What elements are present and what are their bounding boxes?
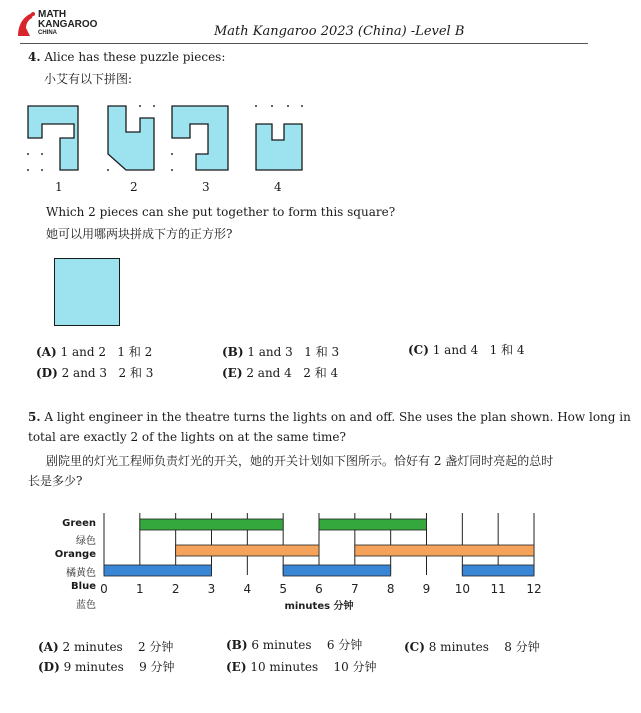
header-divider <box>20 43 588 44</box>
x-tick-label-6: 6 <box>315 582 323 596</box>
piece-4 <box>256 124 302 170</box>
q5-number: 5. <box>28 410 41 424</box>
x-tick-label-8: 8 <box>386 582 395 596</box>
q4-question-zh: 她可以用哪两块拼成下方的正方形? <box>46 227 233 241</box>
q5-option-d[interactable]: (D) 9 minutes 9 分钟 <box>38 660 175 674</box>
q5-option-c[interactable]: (C) 8 minutes 8 分钟 <box>404 640 540 654</box>
q4-stem <box>28 50 225 64</box>
x-tick-label-0: 0 <box>100 582 108 596</box>
kangaroo-icon <box>14 10 38 40</box>
blue-label-zh: 蓝色 <box>76 600 96 611</box>
piece-label-1: 1 <box>55 180 63 194</box>
page-title: Math Kangaroo 2023 (China) -Level B <box>214 24 465 39</box>
q5-option-e[interactable]: (E) 10 minutes 10 分钟 <box>226 660 377 674</box>
q4-option-d[interactable]: (D) 2 and 3 2 和 3 <box>36 366 154 380</box>
blue-bar-1 <box>104 565 212 576</box>
piece-label-3: 3 <box>202 180 210 194</box>
logo-line-1: MATH <box>38 9 67 20</box>
green-bar-1 <box>140 519 283 530</box>
q5-option-b[interactable]: (B) 6 minutes 6 分钟 <box>226 638 363 652</box>
puzzle-pieces-figure <box>22 98 322 176</box>
x-tick-label-5: 5 <box>279 582 287 596</box>
q5-text-zh-2: 长是多少? <box>28 474 83 488</box>
piece-2 <box>108 106 154 170</box>
x-tick-label-2: 2 <box>171 582 180 596</box>
q5-text-en-1: A light engineer in the theatre turns the lights on and off. She uses the plan shown. How long in <box>44 410 631 424</box>
x-tick-label-12: 12 <box>526 582 542 596</box>
orange-bar-2 <box>355 545 534 556</box>
piece-label-2: 2 <box>130 180 138 194</box>
q5-text-zh-1: 剧院里的灯光工程师负责灯光的开关，她的开关计划如下图所示。恰好有 2 盏灯同时亮起的总时 <box>46 454 554 468</box>
blue-bar-3 <box>462 565 534 576</box>
x-tick-label-3: 3 <box>207 582 216 596</box>
green-label: Green <box>62 518 96 529</box>
green-bar-2 <box>319 519 427 530</box>
green-label-zh: 绿色 <box>76 536 96 547</box>
q4-option-e[interactable]: (E) 2 and 4 2 和 4 <box>222 366 339 380</box>
piece-label-4: 4 <box>274 180 282 194</box>
logo-line-2: KANGAROO <box>38 19 98 30</box>
x-tick-label-4: 4 <box>243 582 252 596</box>
q5-stem-line-2: total are exactly 2 of the lights on at the same time? <box>28 430 346 444</box>
orange-label: Orange <box>54 549 96 560</box>
x-tick-label-11: 11 <box>490 582 506 596</box>
logo-text <box>38 10 97 37</box>
q5-stem-line-1 <box>28 410 631 424</box>
target-square <box>54 258 120 326</box>
piece-3 <box>172 106 228 170</box>
q4-question-en: Which 2 pieces can she put together to form this square? <box>46 205 396 219</box>
light-plan-chart <box>0 505 641 625</box>
q4-option-b[interactable]: (B) 1 and 3 1 和 3 <box>222 345 340 359</box>
logo-line-3: CHINA <box>38 30 57 36</box>
q4-option-a[interactable]: (A) 1 and 2 1 和 2 <box>36 345 153 359</box>
orange-bar-1 <box>176 545 319 556</box>
q4-text-zh: 小艾有以下拼图: <box>44 72 133 86</box>
orange-label-zh: 橘黄色 <box>66 568 96 579</box>
q5-option-a[interactable]: (A) 2 minutes 2 分钟 <box>38 640 174 654</box>
q4-text-en: Alice has these puzzle pieces: <box>44 50 226 64</box>
x-tick-label-10: 10 <box>454 582 470 596</box>
blue-bar-2 <box>283 565 391 576</box>
q4-number: 4. <box>28 50 41 64</box>
blue-label: Blue <box>71 581 96 592</box>
x-tick-label-1: 1 <box>136 582 144 596</box>
x-tick-label-9: 9 <box>422 582 431 596</box>
x-axis-label: minutes 分钟 <box>284 601 354 612</box>
x-tick-label-7: 7 <box>351 582 359 596</box>
piece-1 <box>28 106 78 170</box>
q4-option-c[interactable]: (C) 1 and 4 1 和 4 <box>408 343 525 357</box>
